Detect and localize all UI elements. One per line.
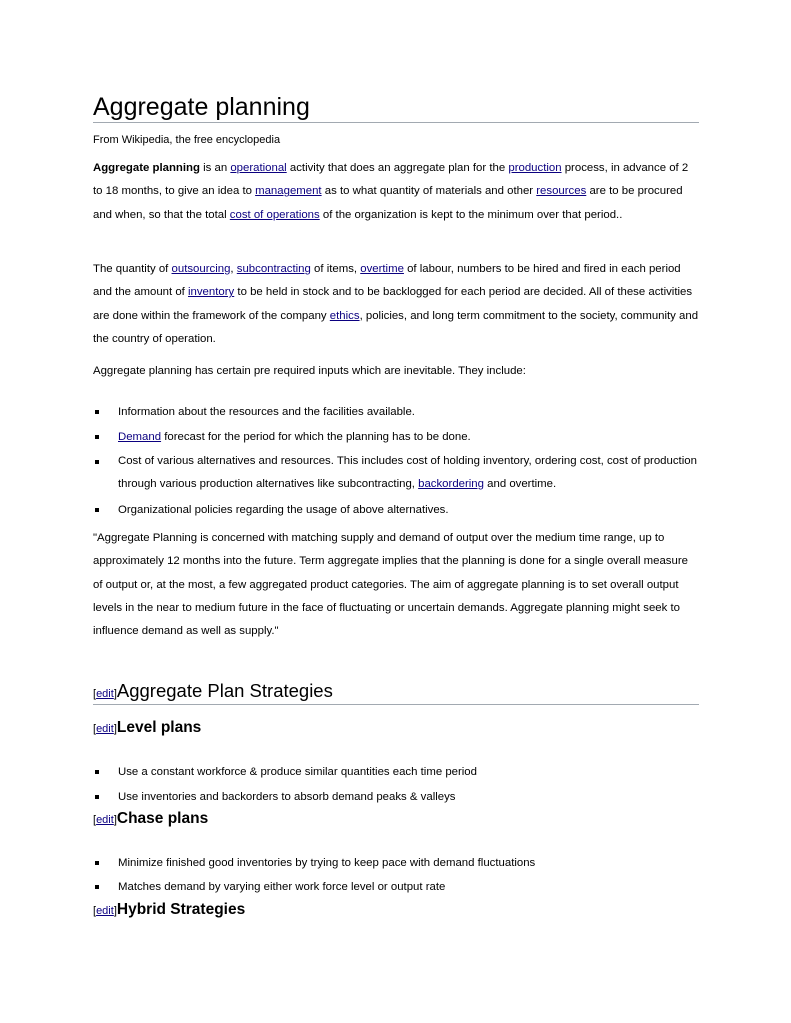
edit-link[interactable]: edit xyxy=(96,688,114,700)
edit-section xyxy=(93,814,117,826)
bracket: [ xyxy=(93,905,97,917)
edit-link[interactable]: edit xyxy=(96,723,114,735)
link-overtime[interactable]: overtime xyxy=(360,263,404,275)
bracket: ] xyxy=(113,723,117,735)
text: , xyxy=(230,263,237,275)
text: as to what quantity of materials and other xyxy=(321,185,537,198)
edit-link[interactable]: edit xyxy=(96,905,114,917)
link-operational[interactable]: operational xyxy=(230,162,287,174)
inputs-intro: Aggregate planning has certain pre required inputs which are inevitable. They include: xyxy=(93,365,526,377)
section-heading-hybrid-strategies xyxy=(93,900,245,921)
heading-text: Hybrid Strategies xyxy=(116,901,246,918)
edit-section xyxy=(93,688,117,700)
list-item-text xyxy=(118,450,698,496)
heading-text: Level plans xyxy=(116,719,202,736)
heading-text: Aggregate Plan Strategies xyxy=(116,680,333,701)
link-subcontracting[interactable]: subcontracting xyxy=(236,263,311,275)
link-ethics[interactable]: ethics xyxy=(329,309,360,322)
bracket: ] xyxy=(113,688,117,700)
text: , policies, and long term commitment to the society, community and the country of operation. xyxy=(93,309,699,345)
link-backordering[interactable]: backordering xyxy=(418,478,484,490)
bullet-icon xyxy=(95,435,99,439)
bracket: [ xyxy=(93,688,97,700)
quantity-paragraph xyxy=(93,258,699,351)
link-outsourcing[interactable]: outsourcing xyxy=(171,263,231,275)
page-title: Aggregate planning xyxy=(93,92,699,123)
text: of items, xyxy=(310,263,361,275)
section-heading-chase-plans xyxy=(93,809,208,830)
bullet-icon xyxy=(95,770,99,774)
bracket: ] xyxy=(113,905,117,917)
edit-link[interactable]: edit xyxy=(96,814,114,826)
quote-paragraph: "Aggregate Planning is concerned with matching supply and demand of output over the medium time range, up to approximately 12 months into the future. Term aggregate implies that the planning is done for a single overall measure of output or, at the most, a few aggregated product categories. The aim of aggregate planning is to set overall output levels in the near to medium future in the face of fluctuating or uncertain demands. Aggregate planning might seek to influence demand as well as supply." xyxy=(93,532,688,638)
text: of the organization is kept to the minimum over that period.. xyxy=(319,208,623,221)
intro-paragraph xyxy=(93,157,699,227)
section-heading-level-plans xyxy=(93,718,201,739)
text: Cost of various alternatives and resources. This includes cost of holding inventory, ordering cost, cost of production through various production alternatives like subcontracting, xyxy=(118,455,697,490)
text: activity that does an aggregate plan for the xyxy=(286,162,509,174)
bullet-icon xyxy=(95,861,99,865)
text: forecast for the period for which the planning has to be done. xyxy=(161,431,471,443)
bracket: [ xyxy=(93,723,97,735)
link-management[interactable]: management xyxy=(255,185,322,198)
text: are to be procured and when, so that the total xyxy=(93,185,683,221)
text: The quantity of xyxy=(93,263,172,275)
text: is an xyxy=(199,162,231,174)
section-heading-strategies xyxy=(93,680,699,705)
list-item-text: Matches demand by varying either work force level or output rate xyxy=(118,881,446,893)
heading-text: Chase plans xyxy=(116,810,209,827)
bracket: [ xyxy=(93,814,97,826)
list-item-text: Use a constant workforce & produce similar quantities each time period xyxy=(118,766,477,778)
list-item-text xyxy=(118,430,698,444)
link-resources[interactable]: resources xyxy=(536,185,587,198)
list-item-text: Organizational policies regarding the usage of above alternatives. xyxy=(118,504,449,516)
bullet-icon xyxy=(95,795,99,799)
bullet-icon xyxy=(95,460,99,464)
bold-term: Aggregate planning xyxy=(93,162,200,174)
list-item-text: Information about the resources and the facilities available. xyxy=(118,406,415,418)
bullet-icon xyxy=(95,508,99,512)
text: and overtime. xyxy=(483,478,557,490)
link-demand[interactable]: Demand xyxy=(118,431,162,443)
bullet-icon xyxy=(95,885,99,889)
list-item-text: Minimize finished good inventories by trying to keep pace with demand fluctuations xyxy=(118,857,536,869)
text: of labour, numbers to be hired and fired in each period and the amount of xyxy=(93,263,681,299)
edit-section xyxy=(93,905,117,917)
link-cost-of-operations[interactable]: cost of operations xyxy=(229,208,320,221)
text: process, in advance of 2 to 18 months, to give an idea to xyxy=(93,162,689,198)
bullet-icon xyxy=(95,410,99,414)
list-item-text: Use inventories and backorders to absorb demand peaks & valleys xyxy=(118,791,456,803)
link-inventory[interactable]: inventory xyxy=(188,286,235,299)
bracket: ] xyxy=(113,814,117,826)
text: to be held in stock and to be backlogged for each period are decided. All of these activities are done within the framework of the company xyxy=(93,286,693,322)
edit-section xyxy=(93,723,117,735)
tagline: From Wikipedia, the free encyclopedia xyxy=(93,134,281,146)
link-production[interactable]: production xyxy=(508,162,562,174)
